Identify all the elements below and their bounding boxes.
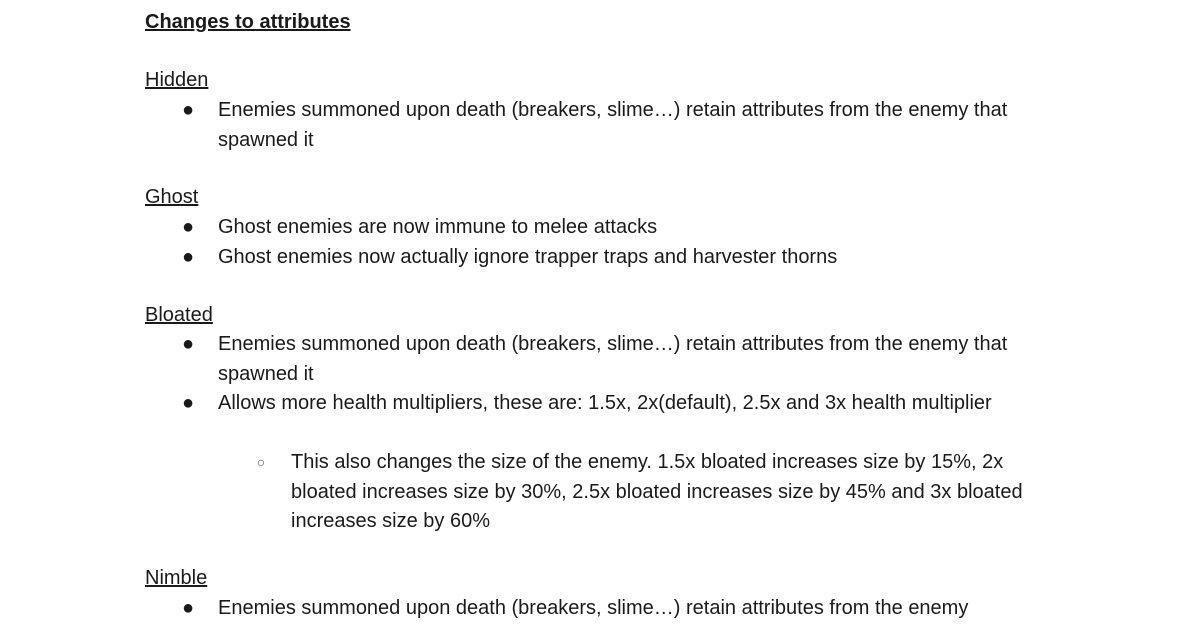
- list-item-text: Enemies summoned upon death (breakers, slime…) retain attributes from the enemy that spawned it: [218, 333, 1008, 385]
- list-item: [182, 243, 1068, 273]
- bullet-icon: ●: [182, 392, 195, 414]
- bullet-icon: ●: [182, 246, 195, 268]
- list-item-text: Enemies summoned upon death (breakers, slime…) retain attributes from the enemy: [218, 597, 969, 619]
- section-heading-ghost: Ghost: [145, 186, 199, 208]
- list-item-text: Ghost enemies are now immune to melee attacks: [218, 216, 658, 238]
- list-item: [182, 330, 1068, 389]
- list-item: [182, 96, 1068, 155]
- document-title: Changes to attributes: [145, 11, 351, 33]
- bullet-icon: ●: [182, 216, 195, 238]
- bullet-icon: ●: [182, 333, 195, 355]
- list-item: [182, 213, 1068, 243]
- section-heading-nimble: Nimble: [145, 567, 208, 589]
- list-item-text: Ghost enemies now actually ignore trapper traps and harvester thorns: [218, 246, 838, 268]
- section-heading-hidden: Hidden: [145, 69, 209, 91]
- section-heading-bloated: Bloated: [145, 304, 213, 326]
- sub-list-item: [256, 448, 1071, 537]
- hollow-bullet-icon: ○: [256, 454, 266, 470]
- list-item-text: Enemies summoned upon death (breakers, slime…) retain attributes from the enemy that spawned it: [218, 99, 1008, 151]
- bullet-icon: ●: [182, 597, 195, 619]
- bullet-icon: ●: [182, 99, 195, 121]
- sub-list-item-text: This also changes the size of the enemy. 1.5x bloated increases size by 15%, 2x bloated increases size by 30%, 2.5x bloated increases size by 45% and 3x bloated increases size by 60%: [291, 451, 1023, 532]
- list-item-text: Allows more health multipliers, these are: 1.5x, 2x(default), 2.5x and 3x health multiplier: [218, 392, 992, 414]
- list-item: [182, 594, 1068, 624]
- list-item: [182, 389, 1068, 419]
